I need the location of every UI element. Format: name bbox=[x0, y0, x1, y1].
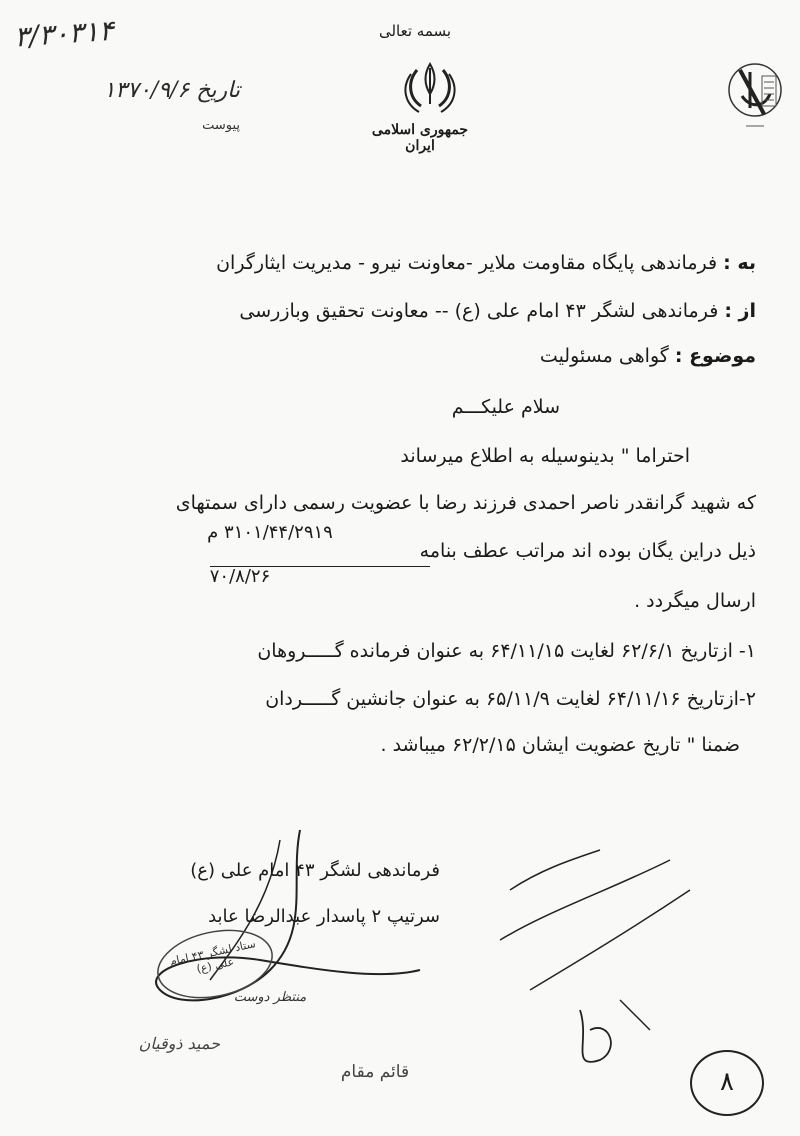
body-line-2: ذیل دراین یگان بوده اند مراتب عطف بنامه bbox=[419, 540, 756, 562]
republic-title: جمهوری اسلامی ایران bbox=[371, 122, 469, 154]
from-text: فرماندهی لشگر ۴۳ امام علی (ع) -- معاونت تحقیق وبازرسی bbox=[239, 300, 719, 322]
footnote-line: ضمنا " تاریخ عضویت ایشان ۶۲/۲/۱۵ میباشد . bbox=[380, 734, 740, 756]
from-line bbox=[239, 300, 756, 322]
signer-title: فرماندهی لشگر ۴۳ امام علی (ع) bbox=[190, 860, 440, 881]
seal-text: ستاد لشگر ۴۳ امام علی (ع) bbox=[168, 937, 257, 976]
letter-date: تاریخ ۱۳۷۰/۹/۶ bbox=[103, 78, 240, 103]
from-label: از : bbox=[724, 300, 756, 322]
to-line bbox=[216, 252, 756, 274]
acting-label: قائم مقام bbox=[340, 1062, 410, 1082]
reference-number: ۳۱۰۱/۴۴/۲۹۱۹ م bbox=[207, 522, 333, 543]
body-line-1: که شهید گرانقدر ناصر احمدی فرزند رضا با عضویت رسمی دارای سمتهای bbox=[175, 492, 756, 514]
subject-label: موضوع : bbox=[674, 345, 756, 367]
iran-emblem-icon bbox=[395, 60, 465, 116]
greeting: سلام علیکـــم bbox=[451, 396, 560, 418]
signer-name: سرتیپ ۲ پاسدار عبدالرضا عابد bbox=[208, 906, 440, 927]
page-number: ۸ bbox=[690, 1050, 764, 1116]
letter-number: ۳/۳۰۳۱۴ bbox=[13, 13, 115, 54]
subject-line bbox=[540, 345, 756, 367]
irgc-logo-icon bbox=[720, 50, 790, 140]
to-label: به : bbox=[723, 252, 756, 274]
body-line-3: ارسال میگردد . bbox=[634, 590, 756, 612]
seal-name: منتظر دوست bbox=[233, 990, 307, 1005]
item-2: ۲-ازتاریخ ۶۴/۱۱/۱۶ لغایت ۶۵/۱۱/۹ به عنوان جانشین گـــــردان bbox=[265, 688, 756, 710]
to-text: فرماندهی پایگاه مقاومت ملایر -معاونت نیرو - مدیریت ایثارگران bbox=[216, 252, 718, 274]
intro-line: احتراما " بدینوسیله به اطلاع میرساند bbox=[400, 445, 690, 467]
margin-name: حمید ذوقیان bbox=[138, 1034, 220, 1053]
subject-text: گواهی مسئولیت bbox=[539, 345, 669, 367]
attachment-label: پیوست bbox=[202, 118, 240, 133]
reference-date: ۷۰/۸/۲۶ bbox=[209, 566, 271, 587]
handwritten-note bbox=[470, 830, 710, 1090]
basmala: بسمه تعالی bbox=[378, 22, 452, 40]
item-1: ۱- ازتاریخ ۶۲/۶/۱ لغایت ۶۴/۱۱/۱۵ به عنوان فرمانده گـــــروهان bbox=[257, 640, 756, 662]
